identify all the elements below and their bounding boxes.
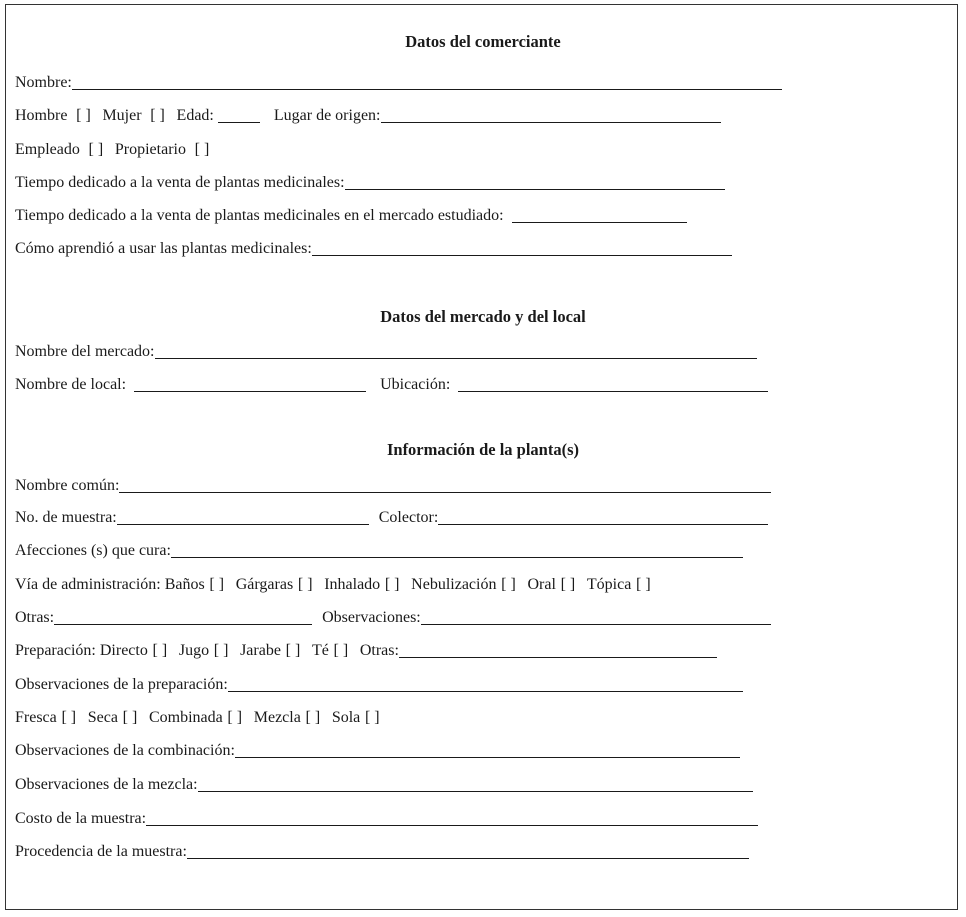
label-nombre: Nombre: [15, 74, 72, 91]
jugo-checkbox[interactable]: [ ] [213, 642, 229, 659]
label-empleado: Empleado [15, 141, 80, 158]
obs-preparacion-input-line[interactable] [228, 676, 743, 692]
row-otras-observaciones [15, 607, 771, 629]
directo-checkbox[interactable]: [ ] [152, 642, 168, 659]
row-nombre-comun [15, 475, 771, 497]
via-option-oral: Oral [527, 576, 556, 593]
nombre-input-line[interactable] [72, 74, 782, 90]
ubicacion-input-line[interactable] [458, 376, 768, 392]
via-option-gargaras: Gárgaras [235, 576, 294, 593]
state-option-fresca: Fresca [15, 709, 57, 726]
label-ubicacion: Ubicación: [380, 376, 451, 393]
state-option-seca: Seca [87, 709, 118, 726]
como-aprendio-input-line[interactable] [312, 240, 732, 256]
nebulizacion-checkbox[interactable]: [ ] [501, 576, 516, 593]
fresca-checkbox[interactable]: [ ] [61, 709, 77, 726]
label-via-administracion: Vía de administración: [15, 576, 161, 593]
label-obs-combinacion: Observaciones de la combinación: [15, 742, 235, 759]
topica-checkbox[interactable]: [ ] [636, 576, 651, 593]
label-afecciones: Afecciones (s) que cura: [15, 542, 171, 559]
state-option-combinada: Combinada [148, 709, 223, 726]
label-obs-preparacion: Observaciones de la preparación: [15, 676, 228, 693]
via-option-nebulizacion: Nebulización [411, 576, 497, 593]
label-mujer: Mujer [102, 107, 142, 124]
seca-checkbox[interactable]: [ ] [122, 709, 138, 726]
row-sexo-edad [15, 105, 721, 127]
tiempo-mercado-input-line[interactable] [512, 207, 687, 223]
label-nombre-local: Nombre de local: [15, 376, 127, 393]
row-local-ubicacion [15, 374, 768, 396]
hombre-checkbox[interactable]: [ ] [76, 107, 91, 124]
label-obs-mezcla: Observaciones de la mezcla: [15, 776, 198, 793]
row-nombre-mercado [15, 341, 757, 363]
label-lugar-origen: Lugar de origen: [273, 107, 381, 124]
row-via-administracion [15, 574, 658, 596]
te-checkbox[interactable]: [ ] [333, 642, 349, 659]
lugar-origen-input-line[interactable] [381, 107, 721, 123]
via-option-banos: Baños [164, 576, 205, 593]
label-procedencia: Procedencia de la muestra: [15, 843, 187, 860]
costo-input-line[interactable] [146, 810, 758, 826]
mezcla-checkbox[interactable]: [ ] [305, 709, 321, 726]
observaciones-input-line[interactable] [421, 609, 771, 625]
banos-checkbox[interactable]: [ ] [209, 576, 225, 593]
row-tiempo-venta [15, 172, 725, 194]
prep-otras-input-line[interactable] [399, 642, 717, 658]
label-colector: Colector: [378, 509, 439, 526]
label-otras: Otras: [15, 609, 55, 626]
label-nombre-mercado: Nombre del mercado: [15, 343, 155, 360]
label-preparacion: Preparación: [15, 642, 96, 659]
row-obs-preparacion [15, 674, 743, 696]
label-observaciones: Observaciones: [322, 609, 421, 626]
otras-input-line[interactable] [54, 609, 312, 625]
row-empleo [15, 139, 217, 161]
jarabe-checkbox[interactable]: [ ] [285, 642, 301, 659]
prep-option-jugo: Jugo [178, 642, 210, 659]
via-option-inhalado: Inhalado [324, 576, 381, 593]
prep-option-jarabe: Jarabe [240, 642, 281, 659]
label-como-aprendio: Cómo aprendió a usar las plantas medicinales: [15, 240, 312, 257]
tiempo-venta-input-line[interactable] [345, 174, 725, 190]
nombre-comun-input-line[interactable] [119, 477, 771, 493]
state-option-mezcla: Mezcla [253, 709, 301, 726]
procedencia-input-line[interactable] [187, 843, 749, 859]
no-muestra-input-line[interactable] [117, 509, 369, 525]
label-nombre-comun: Nombre común: [15, 477, 120, 494]
via-option-topica: Tópica [586, 576, 632, 593]
row-preparacion [15, 640, 717, 662]
row-tiempo-mercado [15, 205, 687, 227]
prep-option-directo: Directo [99, 642, 148, 659]
nombre-local-input-line[interactable] [134, 376, 366, 392]
row-afecciones [15, 540, 743, 562]
label-costo: Costo de la muestra: [15, 810, 147, 827]
oral-checkbox[interactable]: [ ] [560, 576, 576, 593]
section-title-plant: Información de la planta(s) [386, 440, 580, 459]
label-tiempo-venta: Tiempo dedicado a la venta de plantas medicinales: [15, 174, 345, 191]
label-hombre: Hombre [15, 107, 68, 124]
mujer-checkbox[interactable]: [ ] [150, 107, 165, 124]
sola-checkbox[interactable]: [ ] [364, 709, 380, 726]
state-option-sola: Sola [331, 709, 361, 726]
obs-combinacion-input-line[interactable] [235, 742, 740, 758]
edad-input-line[interactable] [218, 107, 260, 123]
row-procedencia [15, 841, 749, 863]
gargaras-checkbox[interactable]: [ ] [297, 576, 313, 593]
label-propietario: Propietario [114, 141, 186, 158]
combinada-checkbox[interactable]: [ ] [227, 709, 243, 726]
row-muestra-colector [15, 507, 768, 529]
obs-mezcla-input-line[interactable] [198, 776, 753, 792]
nombre-mercado-input-line[interactable] [155, 343, 757, 359]
propietario-checkbox[interactable]: [ ] [194, 141, 210, 158]
row-nombre [15, 72, 782, 94]
afecciones-input-line[interactable] [171, 542, 743, 558]
label-tiempo-mercado: Tiempo dedicado a la venta de plantas medicinales en el mercado estudiado: [15, 207, 504, 224]
row-estado [15, 707, 387, 729]
empleado-checkbox[interactable]: [ ] [88, 141, 104, 158]
label-edad: Edad: [176, 107, 214, 124]
label-prep-otras: Otras: [359, 642, 399, 659]
section-title-market: Datos del mercado y del local [380, 307, 586, 326]
section-title-merchant: Datos del comerciante [405, 32, 561, 51]
row-obs-combinacion [15, 740, 740, 762]
row-obs-mezcla [15, 774, 753, 796]
inhalado-checkbox[interactable]: [ ] [384, 576, 400, 593]
row-como-aprendio [15, 238, 732, 260]
label-no-muestra: No. de muestra: [15, 509, 117, 526]
prep-option-te: Té [311, 642, 329, 659]
colector-input-line[interactable] [438, 509, 768, 525]
row-costo [15, 808, 758, 830]
